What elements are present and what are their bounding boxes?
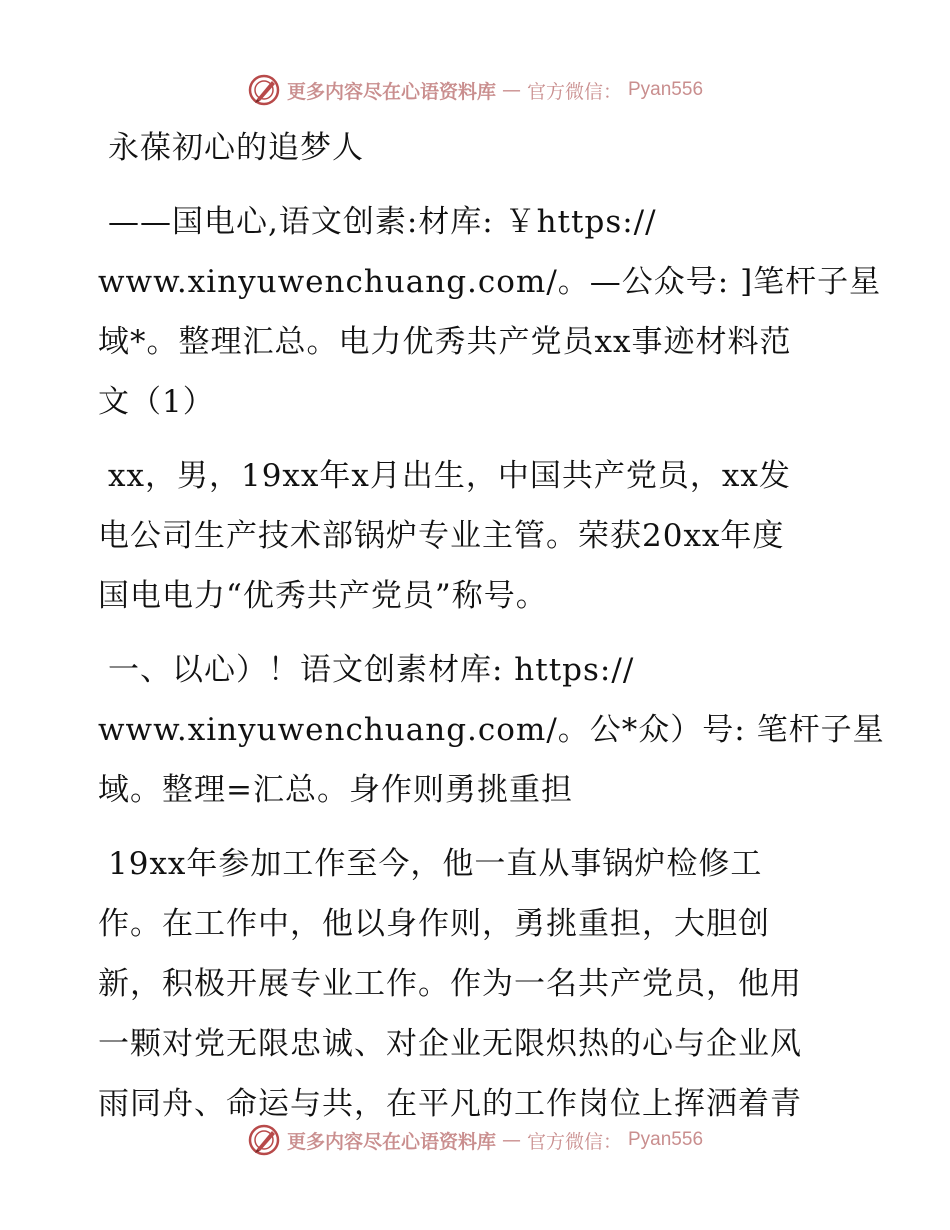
paragraph-line: 雨同舟、命运与共，在平凡的工作岗位上挥洒着青 [98,1086,802,1122]
paragraph-line: www.xinyuwenchuang.com/。—公众号: ]笔杆子星 [98,264,882,300]
paragraph-line: 一、以心）！语文创素材库: https:// [108,652,635,688]
banner-wechat-id: Pyan556 [628,79,704,100]
banner-wechat-id: Pyan556 [628,1129,704,1150]
paragraph-line: 一颗对党无限忠诚、对企业无限炽热的心与企业风 [98,1026,802,1062]
document-body [98,118,885,1134]
paragraph-line: ——国电心,语文创素:材库: ￥https:// [108,204,657,240]
banner-dash: — [501,1129,521,1151]
document-title: 永葆初心的追梦人 [108,130,364,166]
paragraph-line: 国电电力“优秀共产党员”称号。 [98,578,548,614]
paragraph-line: 作。在工作中，他以身作则，勇挑重担，大胆创 [98,906,770,942]
paragraph-line: xx，男，19xx年x月出生，中国共产党员，xx发 [108,458,791,494]
paragraph-line: 19xx年参加工作至今，他一直从事锅炉检修工 [108,846,763,882]
paragraph-line: 新，积极开展专业工作。作为一名共产党员，他用 [98,966,802,1002]
paragraph-3 [98,640,885,820]
paragraph-line: 域。整理=汇总。身作则勇挑重担 [98,772,573,808]
banner-slogan: 更多内容尽在心语资料库 [286,1130,496,1153]
header-banner [0,70,950,110]
banner-slogan: 更多内容尽在心语资料库 [286,80,496,103]
banner-wechat-label: 官方微信： [526,80,622,103]
pen-seal-logo-icon [247,1123,281,1157]
footer-banner [0,1120,950,1160]
paragraph-line: 域*。整理汇总。电力优秀共产党员xx事迹材料范 [98,324,792,360]
pen-seal-logo-icon [247,73,281,107]
paragraph-4 [98,834,858,1134]
paragraph-line: www.xinyuwenchuang.com/。公*众）号: 笔杆子星 [98,712,885,748]
banner-dash: — [501,79,521,101]
paragraph-2 [98,446,858,626]
paragraph-1 [98,192,882,432]
paragraph-line: 文（1） [98,384,215,420]
paragraph-line: 电公司生产技术部锅炉专业主管。荣获20xx年度 [98,518,785,554]
banner-wechat-label: 官方微信： [526,1130,622,1153]
